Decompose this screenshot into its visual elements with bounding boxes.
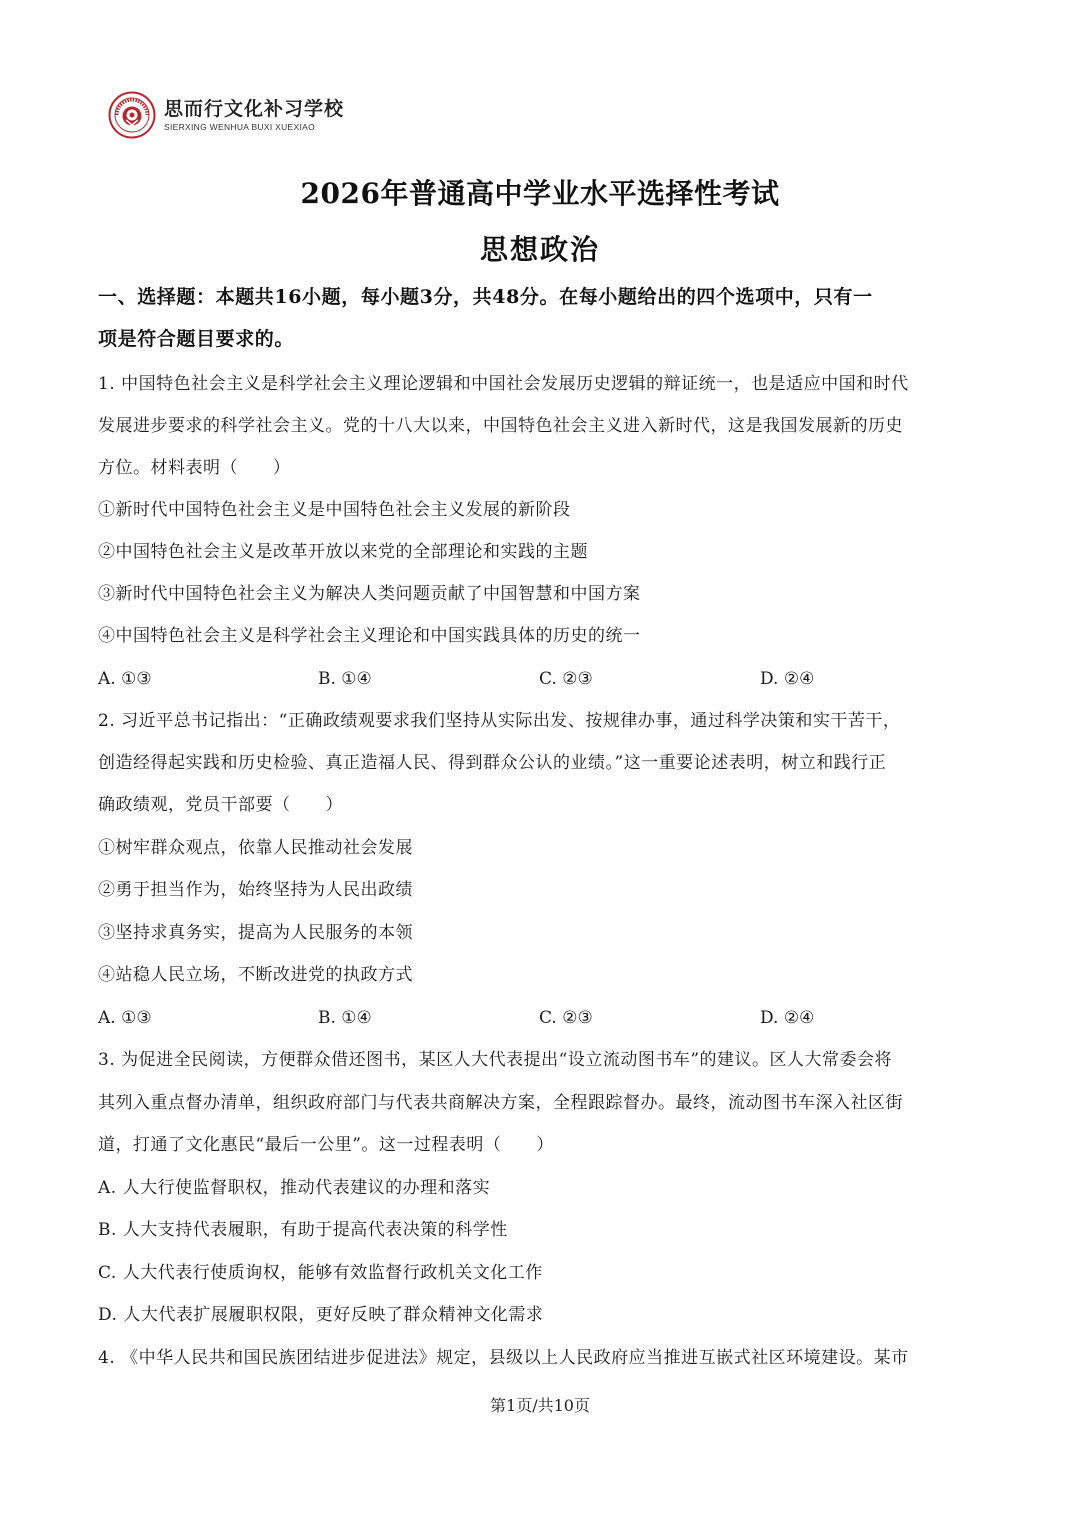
section-heading-line-1: 一、选择题：本题共16小题，每小题3分，共48分。在每小题给出的四个选项中，只有一: [98, 286, 873, 308]
question-3-stem-line-1: 3. 为促进全民阅读，方便群众借还图书，某区人大代表提出“设立流动图书车”的建议。区人大常委会将: [98, 1050, 893, 1070]
question-1-option-d: D. ②④: [760, 669, 815, 689]
question-2-statement-2: ②勇于担当作为，始终坚持为人民出政绩: [98, 880, 413, 900]
question-1-statement-3: ③新时代中国特色社会主义为解决人类问题贡献了中国智慧和中国方案: [98, 584, 641, 604]
school-name-en: SIERXING WENHUA BUXI XUEXIAO: [164, 122, 316, 132]
question-1-statement-2: ②中国特色社会主义是改革开放以来党的全部理论和实践的主题: [98, 542, 588, 562]
question-2-stem-line-2: 创造经得起实践和历史检验、真正造福人民、得到群众公认的业绩。”这一重要论述表明，树立和践行正: [98, 753, 887, 773]
question-1-option-c: C. ②③: [539, 669, 593, 689]
question-1-option-b: B. ①④: [318, 669, 372, 689]
question-2-stem-line-3: 确政绩观，党员干部要（ ）: [98, 795, 343, 815]
school-seal-logo-icon: [108, 91, 156, 139]
school-logo: [108, 90, 344, 140]
question-1-stem-line-1: 1. 中国特色社会主义是科学社会主义理论逻辑和中国社会发展历史逻辑的辩证统一，也是适应中国和时代: [98, 374, 909, 394]
question-2-option-c: C. ②③: [539, 1008, 593, 1028]
question-1-statement-1: ①新时代中国特色社会主义是中国特色社会主义发展的新阶段: [98, 500, 571, 520]
question-2-statement-1: ①树牢群众观点，依靠人民推动社会发展: [98, 838, 413, 858]
question-1-stem-line-2: 发展进步要求的科学社会主义。党的十八大以来，中国特色社会主义进入新时代，这是我国发展新的历史: [98, 416, 903, 436]
question-2-options: [98, 1006, 982, 1030]
question-2-statement-3: ③坚持求真务实，提高为人民服务的本领: [98, 923, 413, 943]
question-3-stem-line-3: 道，打通了文化惠民“最后一公里”。这一过程表明（ ）: [98, 1135, 554, 1155]
question-1-stem-line-3: 方位。材料表明（ ）: [98, 458, 291, 478]
question-3-stem-line-2: 其列入重点督办清单，组织政府部门与代表共商解决方案，全程跟踪督办。最终，流动图书车深入社区街: [98, 1093, 903, 1113]
question-2-option-b: B. ①④: [318, 1008, 372, 1028]
exam-subject: 思想政治: [479, 233, 600, 266]
section-heading-line-2: 项是符合题目要求的。: [98, 328, 295, 350]
question-4-stem-line-1: 4. 《中华人民共和国民族团结进步促进法》规定，县级以上人民政府应当推进互嵌式社区环境建设。某市: [98, 1348, 909, 1368]
question-2-stem-line-1: 2. 习近平总书记指出：“正确政绩观要求我们坚持从实际出发、按规律办事，通过科学决策和实干苦干，: [98, 711, 901, 731]
question-3-choice-b: B. 人大支持代表履职，有助于提高代表决策的科学性: [98, 1220, 508, 1240]
school-name-block: [164, 97, 344, 133]
question-2-option-a: A. ①③: [98, 1008, 152, 1028]
question-2-statement-4: ④站稳人民立场，不断改进党的执政方式: [98, 965, 413, 985]
question-3-choice-a: A. 人大行使监督职权，推动代表建议的办理和落实: [98, 1178, 491, 1198]
question-1-options: [98, 667, 982, 691]
exam-title: 2026年普通高中学业水平选择性考试: [300, 177, 780, 210]
question-2-option-d: D. ②④: [760, 1008, 815, 1028]
school-name-cn: 思而行文化补习学校: [164, 98, 345, 120]
question-3-choice-d: D. 人大代表扩展履职权限，更好反映了群众精神文化需求: [98, 1305, 544, 1325]
page-number: 第1页/共10页: [490, 1396, 590, 1415]
question-1-option-a: A. ①③: [98, 669, 152, 689]
question-1-statement-4: ④中国特色社会主义是科学社会主义理论和中国实践具体的历史的统一: [98, 626, 641, 646]
question-3-choice-c: C. 人大代表行使质询权，能够有效监督行政机关文化工作: [98, 1263, 543, 1283]
